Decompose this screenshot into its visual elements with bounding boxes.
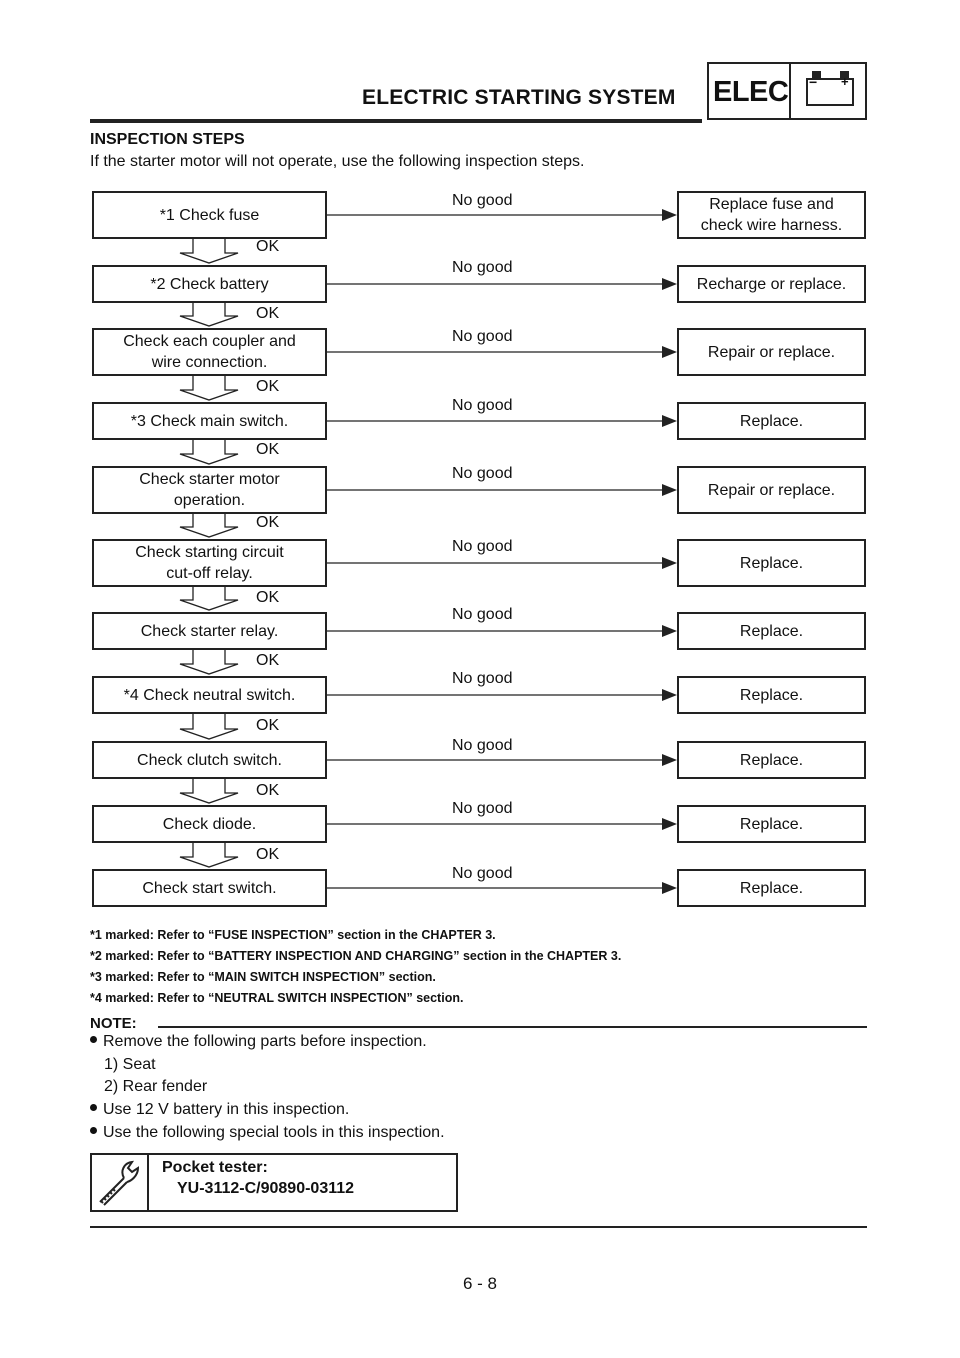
check-step-box: *4 Check neutral switch. bbox=[92, 676, 327, 714]
battery-plus-sign: + bbox=[841, 74, 849, 89]
check-step-box: Check each coupler and wire connection. bbox=[92, 328, 327, 376]
no-good-label: No good bbox=[452, 606, 513, 623]
section-title: INSPECTION STEPS bbox=[90, 131, 245, 148]
check-step-box: Check diode. bbox=[92, 805, 327, 843]
bullet-dot-icon bbox=[90, 1127, 97, 1134]
ok-label: OK bbox=[256, 717, 280, 734]
ok-down-arrow-icon bbox=[180, 239, 238, 263]
check-step-box: Check clutch switch. bbox=[92, 741, 327, 779]
ok-label: OK bbox=[256, 441, 280, 458]
no-good-label: No good bbox=[452, 670, 513, 687]
ok-label: OK bbox=[256, 782, 280, 799]
arrow-right-icon bbox=[662, 415, 677, 427]
corrective-action-box: Replace. bbox=[677, 741, 866, 779]
note-bullet bbox=[90, 1101, 349, 1119]
note-subitem: 2) Rear fender bbox=[104, 1078, 208, 1095]
note-label: NOTE: bbox=[90, 1015, 137, 1032]
corrective-action-box: Replace fuse and check wire harness. bbox=[677, 191, 866, 239]
footnote: *4 marked: Refer to “NEUTRAL SWITCH INSPECTION” section. bbox=[90, 991, 464, 1005]
corrective-action-box: Replace. bbox=[677, 805, 866, 843]
note-bullet-text: Use the following special tools in this inspection. bbox=[103, 1124, 445, 1141]
arrow-right-icon bbox=[662, 209, 677, 221]
arrow-right-icon bbox=[662, 278, 677, 290]
arrow-right-icon bbox=[662, 625, 677, 637]
check-step-box: Check start switch. bbox=[92, 869, 327, 907]
bottom-rule bbox=[90, 1226, 867, 1228]
ok-down-arrow-icon bbox=[180, 303, 238, 326]
ok-down-arrow-icon bbox=[180, 714, 238, 739]
elec-badge-text: ELEC bbox=[713, 76, 789, 108]
check-step-box: Check starter relay. bbox=[92, 612, 327, 650]
footnote: *1 marked: Refer to “FUSE INSPECTION” section in the CHAPTER 3. bbox=[90, 928, 496, 942]
ok-label: OK bbox=[256, 652, 280, 669]
no-good-label: No good bbox=[452, 737, 513, 754]
special-tool-divider bbox=[147, 1153, 149, 1212]
note-bullet bbox=[90, 1033, 427, 1051]
note-bullet bbox=[90, 1124, 445, 1142]
no-good-label: No good bbox=[452, 865, 513, 882]
ok-label: OK bbox=[256, 238, 280, 255]
corrective-action-box: Recharge or replace. bbox=[677, 265, 866, 303]
note-bullet-text: Remove the following parts before inspection. bbox=[103, 1033, 427, 1050]
ok-down-arrow-icon bbox=[180, 650, 238, 674]
ok-down-arrow-icon bbox=[180, 376, 238, 400]
note-subitem: 1) Seat bbox=[104, 1056, 156, 1073]
tool-part-number: YU-3112-C/90890-03112 bbox=[177, 1180, 355, 1197]
header-title: ELECTRIC STARTING SYSTEM bbox=[362, 86, 676, 109]
check-step-box: *2 Check battery bbox=[92, 265, 327, 303]
ok-down-arrow-icon bbox=[180, 514, 238, 537]
check-step-box: *1 Check fuse bbox=[92, 191, 327, 239]
bullet-dot-icon bbox=[90, 1104, 97, 1111]
no-good-label: No good bbox=[452, 465, 513, 482]
ok-label: OK bbox=[256, 378, 280, 395]
footnotes bbox=[90, 925, 621, 1009]
corrective-action-box: Replace. bbox=[677, 676, 866, 714]
corrective-action-box: Replace. bbox=[677, 612, 866, 650]
corrective-action-box: Repair or replace. bbox=[677, 466, 866, 514]
no-good-label: No good bbox=[452, 328, 513, 345]
corrective-action-box: Replace. bbox=[677, 869, 866, 907]
no-good-label: No good bbox=[452, 192, 513, 209]
check-step-box: *3 Check main switch. bbox=[92, 402, 327, 440]
check-step-box: Check starting circuit cut-off relay. bbox=[92, 539, 327, 587]
footnote: *2 marked: Refer to “BATTERY INSPECTION AND CHARGING” section in the CHAPTER 3. bbox=[90, 949, 622, 963]
no-good-label: No good bbox=[452, 538, 513, 555]
corrective-action-box: Repair or replace. bbox=[677, 328, 866, 376]
page-number: 6 - 8 bbox=[462, 1274, 498, 1293]
arrow-right-icon bbox=[662, 818, 677, 830]
note-rule bbox=[158, 1026, 867, 1028]
ok-label: OK bbox=[256, 514, 280, 531]
corrective-action-box: Replace. bbox=[677, 402, 866, 440]
no-good-label: No good bbox=[452, 800, 513, 817]
ok-down-arrow-icon bbox=[180, 587, 238, 610]
arrow-right-icon bbox=[662, 754, 677, 766]
no-good-label: No good bbox=[452, 259, 513, 276]
footnote: *3 marked: Refer to “MAIN SWITCH INSPECTION” section. bbox=[90, 970, 436, 984]
ok-down-arrow-icon bbox=[180, 779, 238, 803]
arrow-right-icon bbox=[662, 689, 677, 701]
corrective-action-box: Replace. bbox=[677, 539, 866, 587]
ok-label: OK bbox=[256, 305, 280, 322]
bullet-dot-icon bbox=[90, 1036, 97, 1043]
ok-down-arrow-icon bbox=[180, 440, 238, 464]
battery-minus-sign: − bbox=[809, 74, 818, 90]
note-bullet-text: Use 12 V battery in this inspection. bbox=[103, 1101, 350, 1118]
no-good-label: No good bbox=[452, 397, 513, 414]
check-step-box: Check starter motor operation. bbox=[92, 466, 327, 514]
arrow-right-icon bbox=[662, 484, 677, 496]
wrench-tool-icon bbox=[94, 1157, 144, 1208]
ok-down-arrow-icon bbox=[180, 843, 238, 867]
arrow-right-icon bbox=[662, 346, 677, 358]
ok-label: OK bbox=[256, 589, 280, 606]
ok-label: OK bbox=[256, 846, 280, 863]
arrow-right-icon bbox=[662, 557, 677, 569]
arrow-right-icon bbox=[662, 882, 677, 894]
tool-name: Pocket tester: bbox=[162, 1159, 268, 1176]
section-intro: If the starter motor will not operate, use the following inspection steps. bbox=[90, 153, 585, 170]
